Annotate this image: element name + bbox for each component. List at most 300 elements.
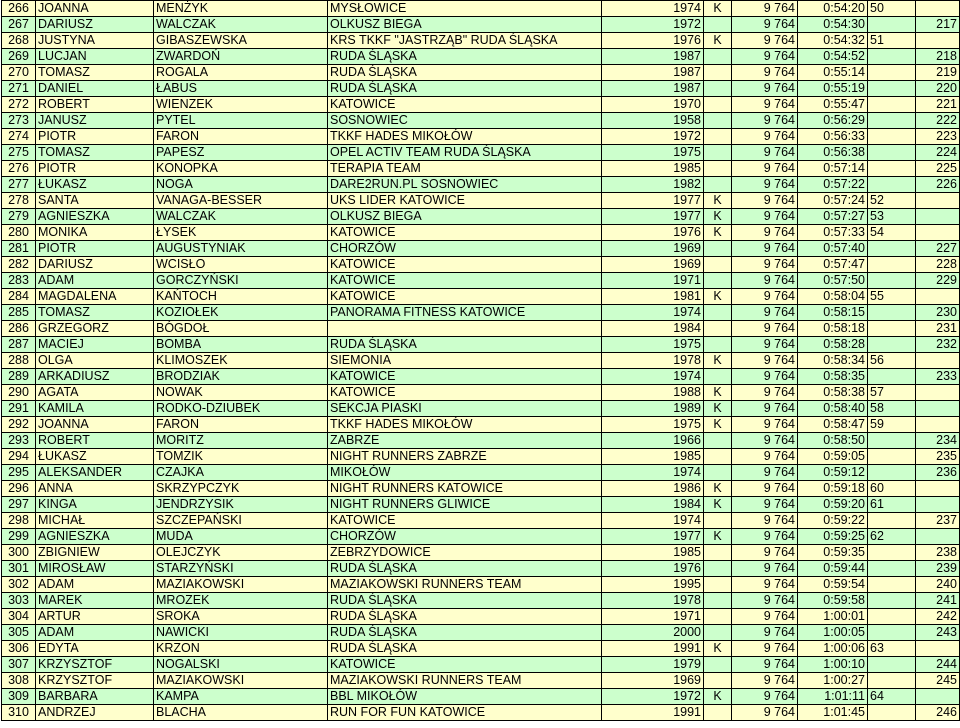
first-name-cell: ARKADIUSZ [36,369,154,385]
club-cell: KATOWICE [328,385,602,401]
men-place-cell: 238 [916,545,960,561]
women-place-cell [868,49,916,65]
place-cell: 310 [2,705,36,721]
men-place-cell [916,641,960,657]
results-body [2,1,960,721]
sex-cell [704,17,732,33]
club-cell: RUDA ŚLĄSKA [328,625,602,641]
birth-year-cell: 1958 [602,113,704,129]
women-place-cell [868,545,916,561]
club-cell: RUDA ŚLĄSKA [328,337,602,353]
results-table [1,0,960,721]
time-cell: 0:58:28 [798,337,868,353]
sex-cell [704,81,732,97]
club-cell: TKKF HADES MIKOŁÓW [328,417,602,433]
first-name-cell: GRZEGORZ [36,321,154,337]
time-cell: 1:01:45 [798,705,868,721]
birth-year-cell: 1976 [602,33,704,49]
birth-year-cell: 1991 [602,641,704,657]
club-cell [328,321,602,337]
distance-cell: 9 764 [732,641,798,657]
last-name-cell: MUDA [154,529,328,545]
table-row [2,481,960,497]
first-name-cell: MAGDALENA [36,289,154,305]
time-cell: 0:55:47 [798,97,868,113]
table-row [2,273,960,289]
club-cell: ZABRZE [328,433,602,449]
women-place-cell [868,337,916,353]
first-name-cell: DARIUSZ [36,17,154,33]
birth-year-cell: 1975 [602,417,704,433]
place-cell: 274 [2,129,36,145]
first-name-cell: JANUSZ [36,113,154,129]
table-row [2,65,960,81]
first-name-cell: MIROSŁAW [36,561,154,577]
place-cell: 270 [2,65,36,81]
men-place-cell [916,209,960,225]
place-cell: 309 [2,689,36,705]
last-name-cell: KRZON [154,641,328,657]
men-place-cell: 243 [916,625,960,641]
distance-cell: 9 764 [732,177,798,193]
first-name-cell: PIOTR [36,161,154,177]
place-cell: 297 [2,497,36,513]
place-cell: 296 [2,481,36,497]
women-place-cell [868,129,916,145]
men-place-cell: 230 [916,305,960,321]
table-row [2,337,960,353]
table-row [2,193,960,209]
time-cell: 0:59:20 [798,497,868,513]
women-place-cell [868,593,916,609]
place-cell: 269 [2,49,36,65]
men-place-cell: 241 [916,593,960,609]
men-place-cell: 244 [916,657,960,673]
table-row [2,657,960,673]
last-name-cell: MROZEK [154,593,328,609]
birth-year-cell: 1981 [602,289,704,305]
women-place-cell: 57 [868,385,916,401]
birth-year-cell: 1991 [602,705,704,721]
club-cell: RUDA ŚLĄSKA [328,593,602,609]
club-cell: DARE2RUN.PL SOSNOWIEC [328,177,602,193]
club-cell: OLKUSZ BIEGA [328,209,602,225]
birth-year-cell: 2000 [602,625,704,641]
table-row [2,33,960,49]
first-name-cell: TOMASZ [36,305,154,321]
first-name-cell: AGNIESZKA [36,529,154,545]
sex-cell [704,65,732,81]
men-place-cell: 242 [916,609,960,625]
club-cell: KATOWICE [328,97,602,113]
men-place-cell [916,385,960,401]
time-cell: 0:57:47 [798,257,868,273]
distance-cell: 9 764 [732,305,798,321]
last-name-cell: KAŃTOCH [154,289,328,305]
sex-cell [704,625,732,641]
distance-cell: 9 764 [732,513,798,529]
table-row [2,353,960,369]
last-name-cell: NOGA [154,177,328,193]
sex-cell: K [704,481,732,497]
time-cell: 0:54:30 [798,17,868,33]
men-place-cell: 227 [916,241,960,257]
time-cell: 0:57:33 [798,225,868,241]
table-row [2,113,960,129]
table-row [2,369,960,385]
women-place-cell: 56 [868,353,916,369]
club-cell: TERAPIA TEAM [328,161,602,177]
last-name-cell: KONOPKA [154,161,328,177]
place-cell: 280 [2,225,36,241]
sex-cell: K [704,289,732,305]
men-place-cell [916,497,960,513]
men-place-cell: 229 [916,273,960,289]
club-cell: KATOWICE [328,273,602,289]
time-cell: 0:58:18 [798,321,868,337]
club-cell: KATOWICE [328,289,602,305]
first-name-cell: ROBERT [36,97,154,113]
birth-year-cell: 1971 [602,609,704,625]
table-row [2,81,960,97]
women-place-cell [868,449,916,465]
distance-cell: 9 764 [732,465,798,481]
last-name-cell: KOZIOŁEK [154,305,328,321]
women-place-cell [868,145,916,161]
last-name-cell: ZWARDOŃ [154,49,328,65]
birth-year-cell: 1970 [602,97,704,113]
sex-cell [704,161,732,177]
sex-cell [704,113,732,129]
sex-cell [704,705,732,721]
place-cell: 294 [2,449,36,465]
last-name-cell: BOMBA [154,337,328,353]
sex-cell [704,145,732,161]
place-cell: 279 [2,209,36,225]
time-cell: 1:00:05 [798,625,868,641]
women-place-cell: 63 [868,641,916,657]
table-row [2,305,960,321]
men-place-cell [916,417,960,433]
time-cell: 0:56:38 [798,145,868,161]
first-name-cell: KRZYSZTOF [36,657,154,673]
last-name-cell: SZCZEPAŃSKI [154,513,328,529]
distance-cell: 9 764 [732,289,798,305]
place-cell: 284 [2,289,36,305]
women-place-cell [868,177,916,193]
time-cell: 1:01:11 [798,689,868,705]
men-place-cell: 228 [916,257,960,273]
distance-cell: 9 764 [732,529,798,545]
sex-cell: K [704,689,732,705]
women-place-cell: 54 [868,225,916,241]
place-cell: 267 [2,17,36,33]
birth-year-cell: 1987 [602,49,704,65]
birth-year-cell: 1974 [602,513,704,529]
club-cell: UKS LIDER KATOWICE [328,193,602,209]
distance-cell: 9 764 [732,209,798,225]
table-row [2,177,960,193]
distance-cell: 9 764 [732,577,798,593]
men-place-cell [916,529,960,545]
time-cell: 0:58:04 [798,289,868,305]
time-cell: 0:55:19 [798,81,868,97]
sex-cell: K [704,417,732,433]
distance-cell: 9 764 [732,353,798,369]
men-place-cell: 231 [916,321,960,337]
first-name-cell: MAREK [36,593,154,609]
women-place-cell: 60 [868,481,916,497]
time-cell: 0:57:40 [798,241,868,257]
table-row [2,145,960,161]
club-cell: RUDA ŚLĄSKA [328,561,602,577]
first-name-cell: ŁUKASZ [36,177,154,193]
club-cell: ZEBRZYDOWICE [328,545,602,561]
club-cell: SIEMONIA [328,353,602,369]
distance-cell: 9 764 [732,417,798,433]
table-row [2,641,960,657]
distance-cell: 9 764 [732,97,798,113]
place-cell: 295 [2,465,36,481]
first-name-cell: LUCJAN [36,49,154,65]
distance-cell: 9 764 [732,609,798,625]
birth-year-cell: 1969 [602,257,704,273]
last-name-cell: STARZYŃSKI [154,561,328,577]
last-name-cell: BRODZIAK [154,369,328,385]
last-name-cell: PAPESZ [154,145,328,161]
distance-cell: 9 764 [732,385,798,401]
birth-year-cell: 1974 [602,305,704,321]
table-row [2,161,960,177]
women-place-cell [868,113,916,129]
place-cell: 302 [2,577,36,593]
last-name-cell: KLIMOSZEK [154,353,328,369]
place-cell: 275 [2,145,36,161]
men-place-cell [916,401,960,417]
men-place-cell: 235 [916,449,960,465]
first-name-cell: DARIUSZ [36,257,154,273]
birth-year-cell: 1977 [602,193,704,209]
distance-cell: 9 764 [732,593,798,609]
club-cell: KATOWICE [328,657,602,673]
club-cell: MAZIAKOWSKI RUNNERS TEAM [328,673,602,689]
men-place-cell: 237 [916,513,960,529]
club-cell: OPEL ACTIV TEAM RUDA ŚLĄSKA [328,145,602,161]
club-cell: RUDA ŚLĄSKA [328,49,602,65]
birth-year-cell: 1977 [602,529,704,545]
sex-cell [704,257,732,273]
last-name-cell: OLEJCZYK [154,545,328,561]
distance-cell: 9 764 [732,545,798,561]
birth-year-cell: 1987 [602,65,704,81]
last-name-cell: WIENZEK [154,97,328,113]
time-cell: 0:59:05 [798,449,868,465]
men-place-cell: 233 [916,369,960,385]
first-name-cell: ADAM [36,625,154,641]
club-cell: MYSŁOWICE [328,1,602,17]
men-place-cell: 232 [916,337,960,353]
time-cell: 0:58:40 [798,401,868,417]
women-place-cell: 53 [868,209,916,225]
club-cell: RUN FOR FUN KATOWICE [328,705,602,721]
sex-cell [704,129,732,145]
time-cell: 0:59:25 [798,529,868,545]
last-name-cell: BÓGDOŁ [154,321,328,337]
distance-cell: 9 764 [732,673,798,689]
distance-cell: 9 764 [732,449,798,465]
place-cell: 266 [2,1,36,17]
birth-year-cell: 1978 [602,593,704,609]
first-name-cell: ADAM [36,577,154,593]
first-name-cell: ZBIGNIEW [36,545,154,561]
club-cell: KATOWICE [328,513,602,529]
table-row [2,625,960,641]
men-place-cell: 245 [916,673,960,689]
club-cell: KRS TKKF "JASTRZĄB" RUDA ŚLĄSKA [328,33,602,49]
table-row [2,385,960,401]
time-cell: 1:00:01 [798,609,868,625]
sex-cell [704,657,732,673]
time-cell: 0:57:27 [798,209,868,225]
club-cell: MAZIAKOWSKI RUNNERS TEAM [328,577,602,593]
first-name-cell: OLGA [36,353,154,369]
time-cell: 0:58:15 [798,305,868,321]
first-name-cell: EDYTA [36,641,154,657]
club-cell: NIGHT RUNNERS KATOWICE [328,481,602,497]
birth-year-cell: 1979 [602,657,704,673]
last-name-cell: MAZIAKOWSKI [154,577,328,593]
sex-cell [704,273,732,289]
sex-cell [704,545,732,561]
first-name-cell: SANTA [36,193,154,209]
table-row [2,49,960,65]
men-place-cell [916,33,960,49]
women-place-cell: 59 [868,417,916,433]
sex-cell [704,433,732,449]
time-cell: 0:59:18 [798,481,868,497]
sex-cell: K [704,641,732,657]
last-name-cell: CZAJKA [154,465,328,481]
place-cell: 293 [2,433,36,449]
place-cell: 287 [2,337,36,353]
club-cell: PANORAMA FITNESS KATOWICE [328,305,602,321]
last-name-cell: ROGALA [154,65,328,81]
women-place-cell [868,17,916,33]
club-cell: SOSNOWIEC [328,113,602,129]
table-row [2,209,960,225]
last-name-cell: PYTEL [154,113,328,129]
place-cell: 276 [2,161,36,177]
women-place-cell [868,673,916,689]
birth-year-cell: 1982 [602,177,704,193]
distance-cell: 9 764 [732,705,798,721]
birth-year-cell: 1995 [602,577,704,593]
first-name-cell: MACIEJ [36,337,154,353]
first-name-cell: MICHAŁ [36,513,154,529]
last-name-cell: GORCZYŃSKI [154,273,328,289]
table-row [2,17,960,33]
place-cell: 298 [2,513,36,529]
time-cell: 0:54:52 [798,49,868,65]
women-place-cell [868,577,916,593]
table-row [2,561,960,577]
table-row [2,241,960,257]
first-name-cell: ARTUR [36,609,154,625]
distance-cell: 9 764 [732,225,798,241]
place-cell: 277 [2,177,36,193]
sex-cell: K [704,33,732,49]
time-cell: 0:59:54 [798,577,868,593]
table-row [2,401,960,417]
table-row [2,529,960,545]
women-place-cell: 52 [868,193,916,209]
club-cell: CHORZÓW [328,529,602,545]
place-cell: 268 [2,33,36,49]
table-row [2,705,960,721]
sex-cell [704,97,732,113]
distance-cell: 9 764 [732,497,798,513]
women-place-cell [868,305,916,321]
time-cell: 1:00:06 [798,641,868,657]
women-place-cell [868,97,916,113]
time-cell: 0:59:44 [798,561,868,577]
women-place-cell [868,513,916,529]
first-name-cell: AGATA [36,385,154,401]
birth-year-cell: 1972 [602,689,704,705]
sex-cell [704,449,732,465]
club-cell: NIGHT RUNNERS ZABRZE [328,449,602,465]
table-row [2,593,960,609]
sex-cell: K [704,529,732,545]
place-cell: 289 [2,369,36,385]
women-place-cell [868,161,916,177]
last-name-cell: JENDRZYSIK [154,497,328,513]
club-cell: RUDA ŚLĄSKA [328,609,602,625]
club-cell: OLKUSZ BIEGA [328,17,602,33]
time-cell: 0:58:38 [798,385,868,401]
last-name-cell: GIBASZEWSKA [154,33,328,49]
first-name-cell: KAMILA [36,401,154,417]
last-name-cell: NAWICKI [154,625,328,641]
women-place-cell [868,273,916,289]
first-name-cell: ŁUKASZ [36,449,154,465]
time-cell: 0:56:29 [798,113,868,129]
last-name-cell: WALCZAK [154,17,328,33]
women-place-cell [868,657,916,673]
sex-cell [704,465,732,481]
place-cell: 307 [2,657,36,673]
men-place-cell: 222 [916,113,960,129]
birth-year-cell: 1974 [602,369,704,385]
birth-year-cell: 1985 [602,161,704,177]
first-name-cell: PIOTR [36,241,154,257]
table-row [2,577,960,593]
first-name-cell: JOANNA [36,1,154,17]
distance-cell: 9 764 [732,81,798,97]
place-cell: 278 [2,193,36,209]
birth-year-cell: 1988 [602,385,704,401]
table-row [2,321,960,337]
sex-cell [704,337,732,353]
sex-cell: K [704,497,732,513]
place-cell: 304 [2,609,36,625]
distance-cell: 9 764 [732,33,798,49]
women-place-cell [868,321,916,337]
distance-cell: 9 764 [732,337,798,353]
birth-year-cell: 1984 [602,321,704,337]
birth-year-cell: 1985 [602,449,704,465]
table-row [2,513,960,529]
